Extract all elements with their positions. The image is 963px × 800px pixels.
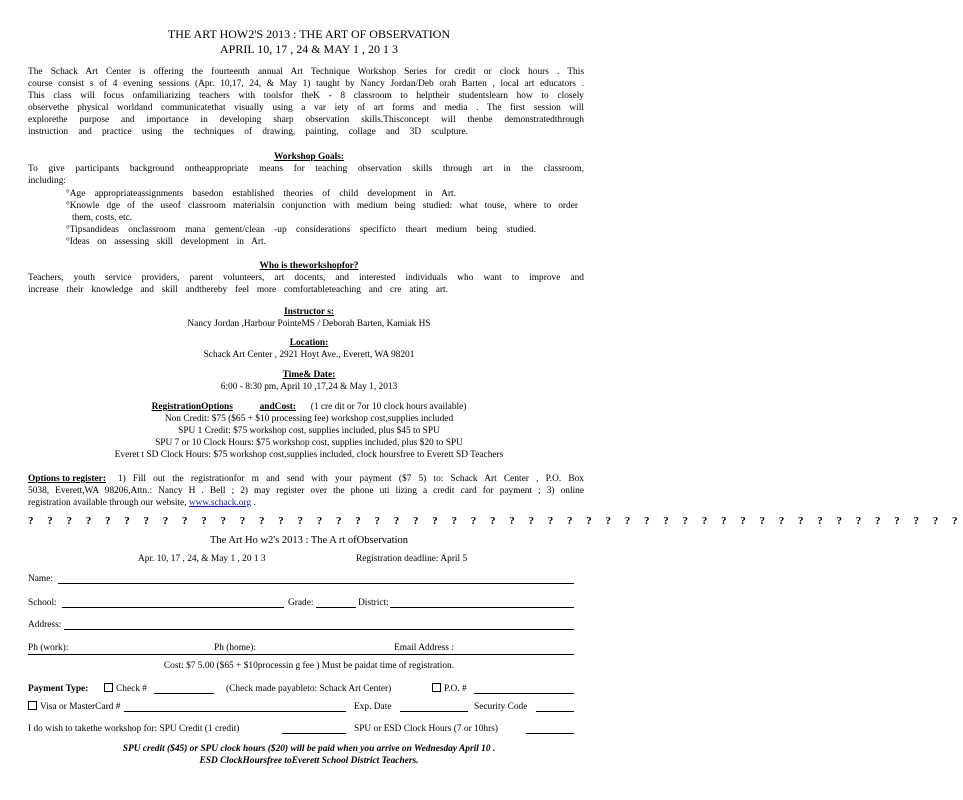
options-text: 1) Fill out the registrationfor m and send with your payment ($7 5) to: Schack Art Center , P.O. Box xyxy=(117,474,584,484)
goals-heading: Workshop Goals: xyxy=(273,152,345,162)
security-code-label: Security Code xyxy=(474,702,528,712)
options-line-1 xyxy=(28,473,584,485)
check-option[interactable] xyxy=(104,683,147,695)
registration-heading-cost: andCost: xyxy=(259,402,297,412)
options-line-3 xyxy=(28,497,584,509)
clock-hours-field[interactable] xyxy=(526,733,574,734)
time-text: 6:00 - 8:30 pm, April 10 ,17,24 & May 1, 2013 xyxy=(220,382,398,392)
goal-item: °Ideas on assessing skill development in Art. xyxy=(66,237,266,247)
payment-type-label: Payment Type: xyxy=(28,684,89,694)
registration-heading-note: (1 cre dit or 7or 10 clock hours available) xyxy=(310,402,467,412)
intro-line: The Schack Art Center is offering the fourteenth annual Art Technique Workshop Series for credit or clock hours . This xyxy=(28,67,584,77)
po-label: P.O. # xyxy=(444,684,467,694)
registration-deadline: Registration deadline: April 5 xyxy=(356,554,468,564)
email-label: Email Address : xyxy=(394,643,454,653)
goal-item: °Knowle dge of the useof classroom materialsin conjunction with medium being studied: what touse, where to order xyxy=(66,201,578,211)
who-line: increase their knowledge and skill andthereby feel more comfortableteaching and cre ating art. xyxy=(28,285,448,295)
location-text: Schack Art Center , 2921 Hoyt Ave., Everett, WA 98201 xyxy=(203,350,415,360)
goals-intro-line: including: xyxy=(28,176,67,186)
options-period: . xyxy=(253,498,256,508)
goal-item: °Tipsandideas onclassroom mana gement/clean -up considerations specificto theart medium being studied. xyxy=(66,225,536,235)
check-label: Check # xyxy=(116,684,147,694)
footer-note-2: ESD ClockHoursfree toEverett School District Teachers. xyxy=(199,756,419,766)
security-code-field[interactable] xyxy=(536,711,574,712)
options-line-2: 5038, Everett,WA 98206,Attn.: Nancy H . Bell ; 2) may register over the phone uti lizing a credit card for payment ; 3) online xyxy=(28,486,584,496)
school-field[interactable] xyxy=(62,607,284,608)
options-label: Options to register: xyxy=(28,474,106,484)
registration-option-line: SPU 7 or 10 Clock Hours: $75 workshop cost, supplies included, plus $20 to SPU xyxy=(155,438,463,448)
name-label: Name: xyxy=(28,574,53,584)
footer-note-1: SPU credit ($45) or SPU clock hours ($20) will be paid when you arrive on Wednesday April 10 . xyxy=(122,744,496,754)
cost-line: Cost: $7 5.00 ($65 + $10processin g fee ) Must be paidat time of registration. xyxy=(163,661,455,671)
po-option[interactable] xyxy=(432,683,467,695)
card-option[interactable] xyxy=(28,701,120,713)
cut-separator: ? ? ? ? ? ? ? ? ? ? ? ? ? ? ? ? ? ? ? ? ? ? ? ? ? ? ? ? ? ? ? ? ? ? ? ? ? ? ? ? ? ? ? ? ? ? ? ? ? xyxy=(28,515,963,527)
address-field[interactable] xyxy=(64,629,574,630)
phone-work-label: Ph (work): xyxy=(28,643,69,653)
card-label: Visa or MasterCard # xyxy=(40,702,121,712)
form-title: The Art Ho w2's 2013 : The A rt ofObservation xyxy=(210,535,408,546)
goals-list xyxy=(66,188,578,248)
title-line-1: THE ART HOW2'S 2013 : THE ART OF OBSERVATION xyxy=(167,27,451,41)
who-line: Teachers, youth service providers, parent volunteers, art docents, and interested individuals who want to improve and xyxy=(28,273,584,283)
intro-line: course consist s of 4 evening sessions (Apr. 10,17, 24, & May 1) taught by Nancy Jordan/Deb orah Barten , local art educators . xyxy=(28,79,584,89)
registration-heading xyxy=(0,401,618,413)
goal-item-continued: them, costs, etc. xyxy=(72,213,133,223)
exp-date-field[interactable] xyxy=(400,711,468,712)
address-label: Address: xyxy=(28,620,62,630)
grade-field[interactable] xyxy=(316,607,356,608)
goal-item: °Age appropriateassignments basedon established theories of child development in Art. xyxy=(66,189,456,199)
registration-option-line: Everet t SD Clock Hours: $75 workshop cost,supplies included, clock hoursfree to Everett SD Teachers xyxy=(114,450,504,460)
goals-intro-line: To give participants background ontheappropriate means for teaching observation skills through art in the classroom, xyxy=(28,164,584,174)
instructors-heading: Instructor s: xyxy=(283,307,335,317)
exp-date-label: Exp. Date xyxy=(354,702,392,712)
intro-line: This class will focus onfamiliarizing teachers with toolsfor theK - 8 classroom to helptheir studentslearn how to closely xyxy=(28,91,584,101)
who-paragraph xyxy=(28,272,584,296)
card-checkbox[interactable] xyxy=(28,701,37,710)
goals-intro xyxy=(28,163,584,187)
district-label: District: xyxy=(358,598,389,608)
card-number-field[interactable] xyxy=(124,711,346,712)
workshop-choice-label: I do wish to takethe workshop for: SPU Credit (1 credit) xyxy=(28,724,240,734)
clock-hours-label: SPU or ESD Clock Hours (7 or 10hrs) xyxy=(354,724,499,734)
intro-line: explorethe purpose and importance in developing sharp observation skills.Thisconcept will thenbe demonstratedthrough xyxy=(28,115,584,125)
district-field[interactable] xyxy=(390,607,574,608)
check-payable-note: (Check made payableto: Schack Art Center) xyxy=(226,684,392,694)
location-heading: Location: xyxy=(289,338,329,348)
grade-label: Grade: xyxy=(288,598,314,608)
phone-email-field[interactable] xyxy=(28,654,574,655)
check-number-field[interactable] xyxy=(154,693,214,694)
who-heading: Who is theworkshopfor? xyxy=(259,261,359,271)
options-website-text: registration available through our website, xyxy=(28,498,187,508)
instructors-text: Nancy Jordan ,Harbour PointeMS / Deborah Barten, Kamiak HS xyxy=(187,319,431,329)
options-paragraph xyxy=(28,473,584,509)
name-field[interactable] xyxy=(58,583,574,584)
po-number-field[interactable] xyxy=(474,693,574,694)
registration-heading-options: RegistrationOptions xyxy=(151,402,233,412)
form-dates: Apr. 10, 17 , 24, & May 1 , 20 1 3 xyxy=(138,554,266,564)
registration-option-line: SPU 1 Credit: $75 workshop cost, supplies included, plus $45 to SPU xyxy=(178,426,440,436)
phone-home-label: Ph (home): xyxy=(214,643,256,653)
po-checkbox[interactable] xyxy=(432,683,441,692)
check-checkbox[interactable] xyxy=(104,683,113,692)
intro-line: instruction and practice using the techniques of drawing, painting, collage and 3D sculpture. xyxy=(28,127,468,137)
title-line-2: APRIL 10, 17 , 24 & MAY 1 , 20 1 3 xyxy=(219,42,398,56)
school-label: School: xyxy=(28,598,57,608)
intro-line: observethe physical worldand communicatethat visually using a var iety of art forms and media . The first session will xyxy=(28,103,584,113)
time-heading: Time& Date: xyxy=(282,370,336,380)
registration-option-line: Non Credit: $75 ($65 + $10 processing fee) workshop cost,supplies included xyxy=(164,414,454,424)
spu-credit-field[interactable] xyxy=(282,733,346,734)
intro-paragraph xyxy=(28,66,584,138)
website-link[interactable]: www.schack.org xyxy=(188,498,252,508)
